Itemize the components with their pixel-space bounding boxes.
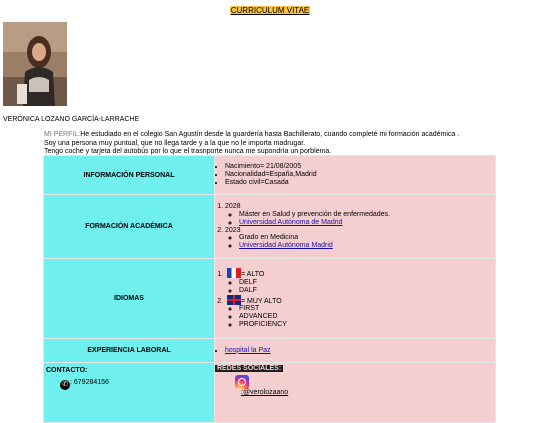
experience-list (215, 347, 495, 355)
list-item (225, 347, 495, 355)
candidate-name: VERÓNICA LOZANO GARCÍA-LARRACHE (3, 116, 140, 123)
language-level: = MUY ALTO (241, 297, 282, 305)
university-link[interactable]: Universidad Autónoma Madrid (239, 242, 333, 250)
education-list (215, 203, 495, 250)
row-contact (44, 363, 496, 423)
experience-label: EXPERIENCIA LABORAL (44, 339, 215, 363)
education-entry (225, 227, 495, 250)
education-sublist (225, 234, 495, 250)
languages-value (215, 259, 496, 339)
profile-section (44, 131, 524, 157)
row-education (44, 195, 496, 259)
instagram-handle[interactable]: :@verolozaano (241, 389, 289, 396)
education-year: 2028 (225, 203, 241, 211)
list-item: • Estado civil=Casada (225, 179, 495, 187)
list-item: ◦ DALF (239, 287, 495, 295)
languages-label: IDIOMAS (44, 259, 215, 339)
list-item: ◦ FIRST (239, 305, 495, 313)
language-level: = ALTO (241, 271, 265, 279)
personal-list (215, 163, 495, 186)
row-languages (44, 259, 496, 339)
profile-text-2: Soy una persona muy puntual, que no llega tarde y a la que no le importa madrugar. (44, 139, 306, 147)
language-certs (225, 305, 495, 328)
contact-phone-row (46, 379, 212, 390)
list-item (239, 242, 495, 250)
phone-icon: ✆ (60, 380, 70, 390)
language-certs (225, 279, 495, 295)
personal-value (215, 156, 496, 195)
education-sublist (225, 211, 495, 227)
profile-text-3: Tengo coche y tarjeta del autobús por lo que el trasnporte nunca me supondría un porblema. (44, 148, 332, 155)
title-container (0, 6, 540, 15)
personal-label: INFORMACIÓN PERSONAL (44, 156, 215, 195)
contact-label: CONTACTO: (46, 367, 88, 374)
profile-photo-image (3, 22, 67, 106)
list-item: ◦ Grado en Medicina (239, 234, 495, 242)
contact-phone: : 679284156 (70, 379, 109, 386)
uk-flag-icon (227, 295, 241, 305)
social-label: REDES SOCIALES: (217, 365, 282, 372)
row-personal (44, 156, 496, 195)
profile-photo (3, 22, 67, 106)
instagram-icon[interactable] (235, 375, 249, 389)
contact-cell (44, 363, 215, 423)
language-entry (225, 268, 495, 294)
list-item: ◦ Máster en Salud y prevención de enfermedades. (239, 211, 495, 219)
list-item: ◦ PROFICIENCY (239, 321, 495, 329)
list-item: • Nacionalidad=España,Madrid (225, 171, 495, 179)
france-flag-icon (227, 268, 241, 278)
education-label: FORMACIÓN ACADÉMICA (44, 195, 215, 259)
language-entry (225, 295, 495, 329)
row-experience (44, 339, 496, 363)
hospital-link[interactable]: hospital la Paz (225, 346, 271, 354)
social-cell (215, 363, 496, 423)
cv-table (43, 155, 496, 423)
list-item: • Nacimiento= 21/08/2005 (225, 163, 495, 171)
education-entry (225, 203, 495, 226)
list-item: ◦ ADVANCED (239, 313, 495, 321)
instagram-handle-row (215, 389, 495, 396)
profile-text-1: He estudiado en el colegio San Agustín desde la guardería hasta Bachillerato, cuando completé mi formación académica . (80, 131, 460, 138)
education-year: 2023 (225, 226, 241, 234)
education-value (215, 195, 496, 259)
experience-value (215, 339, 496, 363)
profile-label: MI PERFIL: (44, 131, 81, 138)
list-item (239, 219, 495, 227)
list-item: ◦ DELF (239, 279, 495, 287)
page-title: CURRICULUM VITAE (230, 6, 310, 15)
university-link[interactable]: Universidad Autónoma de Madrid (239, 218, 343, 226)
languages-list (215, 268, 495, 329)
instagram-row (215, 375, 495, 389)
